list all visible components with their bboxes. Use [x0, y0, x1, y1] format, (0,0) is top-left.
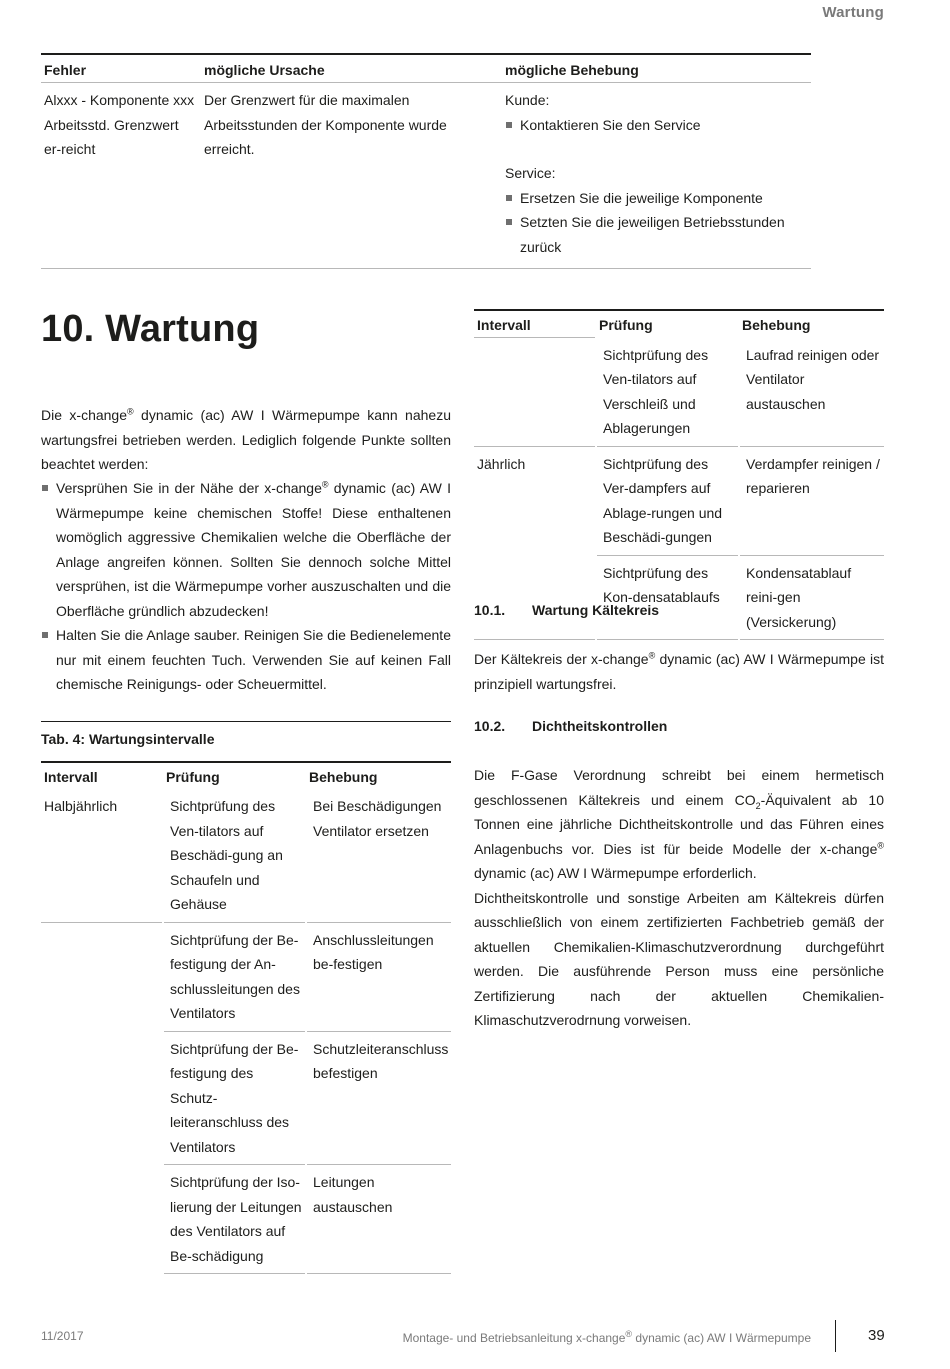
page-number: 39 — [868, 1327, 885, 1344]
pruefung-cell: Sichtprüfung des Ven-tilators auf Beschädi-gung an Schaufeln und Gehäuse — [163, 789, 306, 922]
table-header-row — [474, 310, 884, 338]
behebung-cell: Kondensatablauf reini-gen (Versickerung) — [739, 555, 884, 640]
error-table-header — [41, 54, 811, 83]
chapter-title: 10. Wartung — [41, 308, 260, 350]
service-label: Service: — [505, 165, 556, 181]
interval-cell: Halbjährlich — [41, 789, 163, 922]
error-table — [41, 53, 811, 269]
table-header-row — [41, 762, 451, 789]
table-row — [474, 446, 884, 555]
pruefung-cell: Sichtprüfung des Kon-densatablaufs — [596, 555, 739, 640]
running-header: Wartung — [822, 4, 884, 21]
pruefung-cell: Sichtprüfung des Ver-dampfers auf Ablage-rungen und Beschädi-gungen — [596, 446, 739, 555]
caption-rule — [41, 721, 451, 722]
header-intervall: Intervall — [474, 310, 596, 338]
table-row — [474, 555, 884, 640]
intro-text: dynamic (ac) AW I Wärmepumpe kann nahezu wartungsfrei betrieben werden. Lediglich folgende Punkte sollten beachtet werden: — [41, 407, 451, 472]
bullet-text: dynamic (ac) AW I Wärmepumpe keine chemischen Stoffe! Diese enthaltenen womöglich aggressive Chemikalien welche die Oberfläche der Anlage angreifen können. Sollten Sie dennoch solche Mittel versprühen, ist die Wärmepumpe vorher auszuschalten und die Oberfläche gründlich abzudecken! — [56, 480, 451, 619]
pruefung-cell: Sichtprüfung des Ven-tilators auf Verschleiß und Ablagerungen — [596, 338, 739, 447]
section-heading-10-2 — [474, 718, 667, 734]
section-number: 10.1. — [474, 602, 506, 618]
registered-mark: ® — [625, 1329, 633, 1339]
error-cause: Der Grenzwert für die maximalen Arbeitsstunden der Komponente wurde erreicht. — [198, 83, 499, 269]
pruefung-cell: Sichtprüfung der Be-festigung des Schutz-leiteranschluss des Ventilators — [163, 1031, 306, 1165]
header-fehler: Fehler — [41, 54, 198, 83]
list-item: Ersetzen Sie die jeweilige Komponente — [505, 186, 808, 211]
pruefung-cell: Sichtprüfung der Iso-lierung der Leitungen des Ventilators auf Be-schädigung — [163, 1165, 306, 1274]
table-row — [41, 789, 451, 922]
table-row — [474, 338, 884, 447]
header-behebung: Behebung — [739, 310, 884, 338]
header-behebung: Behebung — [306, 762, 451, 789]
list-item — [41, 476, 451, 623]
header-behebung: mögliche Behebung — [499, 54, 811, 83]
error-remedy — [499, 83, 811, 269]
maintenance-points — [41, 476, 451, 697]
intro-text: Die x-change — [41, 407, 127, 423]
header-ursache: mögliche Ursache — [198, 54, 499, 83]
header-intervall: Intervall — [41, 762, 163, 789]
section-heading-10-1 — [474, 602, 659, 618]
registered-mark: ® — [127, 406, 134, 417]
list-item: Kontaktieren Sie den Service — [505, 113, 808, 138]
footer-date: 11/2017 — [41, 1329, 84, 1343]
section-title: Wartung Kältekreis — [532, 602, 660, 618]
paragraph-text: dynamic (ac) AW I Wärmepumpe ist prinzipiell wartungsfrei. — [474, 651, 884, 692]
service-list — [505, 186, 808, 260]
header-pruefung: Prüfung — [596, 310, 739, 338]
kunde-label: Kunde: — [505, 92, 550, 108]
kunde-list — [505, 113, 808, 138]
registered-mark: ® — [877, 839, 884, 850]
paragraph-text: Der Kältekreis der x-change — [474, 651, 649, 667]
section-number: 10.2. — [474, 718, 506, 734]
footer-text: dynamic (ac) AW I Wärmepumpe — [632, 1331, 811, 1345]
behebung-cell: Schutzleiteranschluss befestigen — [306, 1031, 451, 1165]
subscript: 2 — [755, 800, 761, 811]
section-10-2-paragraph-2: Dichtheitskontrolle und sonstige Arbeiten am Kältekreis dürfen ausschließlich von einem zertifizierten Fachbetrieb gemäß der aktuellen Chemikalien-Klimaschutzverordnung durchgeführt werden. Die ausführende Person muss eine persönliche Zertifizierung nach der aktuellen Chemikalien-Klimaschutzverodrnung vorweisen. — [474, 889, 884, 1028]
maintenance-table-halfyearly — [41, 761, 451, 1274]
pruefung-cell: Sichtprüfung der Be-festigung der An-schlussleitungen des Ventilators — [163, 922, 306, 1031]
behebung-cell: Verdampfer reinigen / reparieren — [739, 446, 884, 555]
table-row — [41, 83, 811, 269]
registered-mark: ® — [321, 479, 329, 490]
list-item: Halten Sie die Anlage sauber. Reinigen Sie die Bedienelemente nur mit einem feuchten Tuch. Verwenden Sie auf keinen Fall chemische Reinigungs- oder Scheuermittel. — [41, 623, 451, 697]
footer-document-title — [403, 1331, 811, 1345]
section-title: Dichtheitskontrollen — [532, 718, 668, 734]
footer-text: Montage- und Betriebsanleitung x-change — [402, 1331, 626, 1345]
paragraph-text: dynamic (ac) AW I Wärmepumpe erforderlich. — [474, 865, 757, 881]
bullet-text: Versprühen Sie in der Nähe der x-change — [56, 480, 322, 496]
table-caption: Tab. 4: Wartungsintervalle — [41, 731, 215, 747]
behebung-cell: Leitungen austauschen — [306, 1165, 451, 1274]
header-pruefung: Prüfung — [163, 762, 306, 789]
footer-divider — [835, 1320, 836, 1352]
paragraph-text: Die F-Gase Verordnung schreibt bei einem hermetisch geschlossenen Kältekreis und einem CO — [474, 767, 884, 808]
section-10-2-paragraph-1 — [474, 763, 884, 886]
behebung-cell: Laufrad reinigen oder Ventilator austauschen — [739, 338, 884, 447]
table-row — [41, 1031, 451, 1165]
section-10-1-paragraph — [474, 647, 884, 696]
paragraph-text: -Äquivalent ab 10 Tonnen eine jährliche Dichtheitskontrolle und das Führen eines Anlagenbuchs vor. Dies ist für beide Modelle der x-change — [474, 791, 885, 857]
table-row — [41, 922, 451, 1031]
maintenance-table-yearly — [474, 309, 884, 640]
error-code: Alxxx - Komponente xxx Arbeitsstd. Grenzwert er-reicht — [41, 83, 198, 269]
table-row — [41, 1165, 451, 1274]
list-item: Setzten Sie die jeweiligen Betriebsstunden zurück — [505, 210, 808, 259]
section-10-2-body — [474, 763, 884, 1033]
interval-cell: Jährlich — [477, 455, 526, 472]
behebung-cell: Anschlussleitungen be-festigen — [306, 922, 451, 1031]
registered-mark: ® — [648, 650, 656, 661]
intro-paragraph — [41, 403, 451, 477]
behebung-cell: Bei Beschädigungen Ventilator ersetzen — [306, 789, 451, 922]
